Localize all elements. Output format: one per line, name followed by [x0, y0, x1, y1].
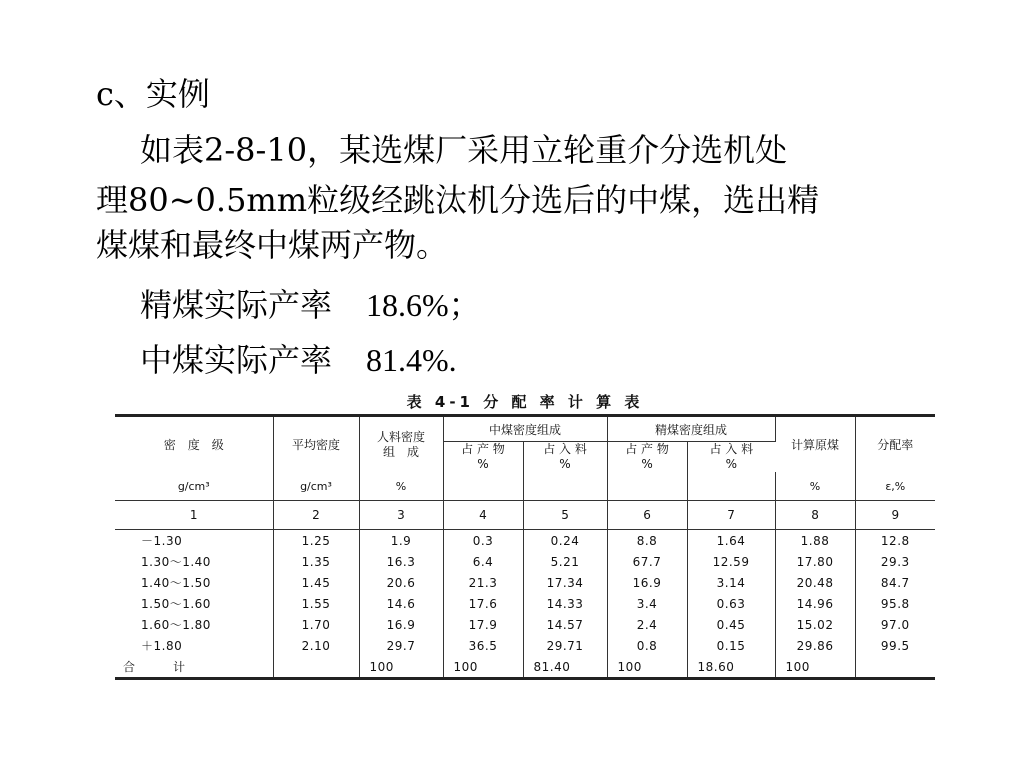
index-cell: 8 — [775, 501, 855, 530]
table-cell: －1.30 — [115, 530, 273, 552]
table-cell: 97.0 — [880, 617, 910, 632]
header-feed-density-l1: 人料密度 — [376, 429, 425, 444]
table-row — [115, 593, 935, 614]
table-cell: 1.64 — [687, 530, 775, 552]
table-cell: 100 — [443, 656, 523, 679]
table-cell: 1.35 — [273, 551, 359, 572]
table-cell: 1.70 — [273, 614, 359, 635]
table-cell: 0.3 — [443, 530, 523, 552]
paragraph-line-1: 如表2-8-10，某选煤厂采用立轮重介分选机处 — [140, 131, 788, 169]
table-cell: 1.40～1.50 — [115, 572, 273, 593]
table-cell: 16.9 — [607, 572, 687, 593]
table-cell: 17.34 — [523, 572, 607, 593]
table-cell: 0.8 — [607, 635, 687, 656]
table-cell: 20.48 — [775, 572, 855, 593]
table-cell: 29.3 — [880, 554, 910, 569]
unit-cell — [687, 472, 775, 501]
table-cell: 1.30～1.40 — [115, 551, 273, 572]
table-row — [115, 530, 935, 552]
table-cell: 1.25 — [273, 530, 359, 552]
table-cell: 29.7 — [359, 635, 443, 656]
table-cell: 81.40 — [523, 656, 607, 679]
paragraph-line-2: 理80~0.5mm粒级经跳汰机分选后的中煤，选出精 — [96, 181, 820, 219]
unit-cell: % — [359, 472, 443, 501]
table-cell: 0.45 — [687, 614, 775, 635]
header-clean-product-share-l1: 占 产 物 — [625, 442, 669, 456]
table-caption: 表 4-1 分 配 率 计 算 表 — [406, 393, 644, 411]
table-cell: 29.86 — [775, 635, 855, 656]
unit-cell: ε,% — [855, 472, 935, 501]
header-clean-product-share — [607, 442, 687, 473]
unit-cell: g/cm³ — [273, 472, 359, 501]
table-cell: 18.60 — [687, 656, 775, 679]
table-cell: 20.6 — [359, 572, 443, 593]
column-index-row — [115, 501, 935, 530]
middling-yield-line — [140, 340, 457, 380]
table-cell: 14.96 — [775, 593, 855, 614]
middling-yield-value: 81.4%. — [366, 342, 457, 378]
clean-coal-yield-value: 18.6%； — [366, 287, 481, 323]
index-cell: 4 — [443, 501, 523, 530]
table-body — [115, 472, 935, 679]
header-clean-group: 精煤密度组成 — [607, 416, 775, 442]
table-cell: 1.60～1.80 — [115, 614, 273, 635]
header-calc-feed: 计算原煤 — [775, 416, 855, 473]
header-partition: 分配率 — [877, 438, 914, 452]
table-cell: 5.21 — [523, 551, 607, 572]
table-cell: 84.7 — [880, 575, 910, 590]
table-cell: 67.7 — [607, 551, 687, 572]
table-cell: 17.6 — [443, 593, 523, 614]
table-cell: 14.33 — [523, 593, 607, 614]
table-cell: 15.02 — [775, 614, 855, 635]
table-cell: 6.4 — [443, 551, 523, 572]
index-cell: 1 — [115, 501, 273, 530]
header-middling-product-share-l1: 占 产 物 — [461, 442, 505, 456]
table-cell: 0.15 — [687, 635, 775, 656]
table-cell: 1.45 — [273, 572, 359, 593]
clean-coal-yield-label: 精煤实际产率 — [140, 286, 333, 324]
table-cell: 99.5 — [880, 638, 910, 653]
table-cell: 14.57 — [523, 614, 607, 635]
section-heading: c、实例 — [96, 75, 210, 113]
table-cell: 8.8 — [607, 530, 687, 552]
table-cell: 1.50～1.60 — [115, 593, 273, 614]
table-cell: 100 — [775, 656, 855, 679]
table-cell: 12.8 — [880, 533, 910, 548]
index-cell: 3 — [359, 501, 443, 530]
table-cell: 0.24 — [523, 530, 607, 552]
unit-cell: % — [775, 472, 855, 501]
table-cell: 36.5 — [443, 635, 523, 656]
table-cell: 21.3 — [443, 572, 523, 593]
paragraph-line-3: 煤煤和最终中煤两产物。 — [96, 226, 449, 264]
index-cell: 2 — [273, 501, 359, 530]
units-row — [115, 472, 935, 501]
index-cell: 6 — [607, 501, 687, 530]
middling-yield-label: 中煤实际产率 — [140, 341, 333, 379]
index-cell: 7 — [687, 501, 775, 530]
header-density: 密 度 级 — [115, 416, 273, 473]
unit-cell — [443, 472, 523, 501]
table-cell: 合 计 — [115, 656, 273, 679]
table-cell: 14.6 — [359, 593, 443, 614]
table-cell — [273, 656, 359, 679]
partition-calc-table — [115, 414, 935, 680]
table-cell: ＋1.80 — [115, 635, 273, 656]
header-middling-product-share — [443, 442, 523, 473]
header-clean-feed-share-l1: 占 入 料 — [709, 442, 754, 456]
table-cell: 1.88 — [775, 530, 855, 552]
partition-table-image — [115, 390, 935, 700]
table-cell: 12.59 — [687, 551, 775, 572]
table-cell: 16.9 — [359, 614, 443, 635]
header-avg-density: 平均密度 — [273, 416, 359, 473]
unit-cell: g/cm³ — [115, 472, 273, 501]
header-middling-group: 中煤密度组成 — [443, 416, 607, 442]
header-middling-product-share-l2: % — [477, 457, 489, 471]
table-cell: 1.9 — [359, 530, 443, 552]
unit-cell — [607, 472, 687, 501]
table-cell: 3.14 — [687, 572, 775, 593]
header-clean-feed-share-l2: % — [725, 457, 737, 471]
header-middling-feed-share — [523, 442, 607, 473]
table-cell: 1.55 — [273, 593, 359, 614]
table-cell — [855, 656, 935, 679]
table-cell: 29.71 — [523, 635, 607, 656]
total-row — [115, 656, 935, 679]
header-feed-density — [359, 416, 443, 473]
header-clean-feed-share — [687, 442, 775, 473]
table-row — [115, 551, 935, 572]
table-row — [115, 614, 935, 635]
header-middling-feed-share-l1: 占 入 料 — [543, 442, 587, 456]
table-cell: 17.80 — [775, 551, 855, 572]
table-cell: 100 — [359, 656, 443, 679]
header-feed-density-l2: 组 成 — [382, 444, 419, 459]
header-middling-feed-share-l2: % — [559, 457, 571, 471]
table-row — [115, 572, 935, 593]
table-row — [115, 635, 935, 656]
table-cell: 100 — [607, 656, 687, 679]
table-cell: 3.4 — [607, 593, 687, 614]
table-cell: 17.9 — [443, 614, 523, 635]
table-cell: 95.8 — [880, 596, 910, 611]
table-cell: 16.3 — [359, 551, 443, 572]
table-cell: 2.4 — [607, 614, 687, 635]
table-cell: 0.63 — [687, 593, 775, 614]
header-clean-product-share-l2: % — [641, 457, 653, 471]
table-cell: 2.10 — [273, 635, 359, 656]
index-cell: 9 — [855, 501, 935, 530]
index-cell: 5 — [523, 501, 607, 530]
clean-coal-yield-line — [140, 285, 481, 325]
unit-cell — [523, 472, 607, 501]
